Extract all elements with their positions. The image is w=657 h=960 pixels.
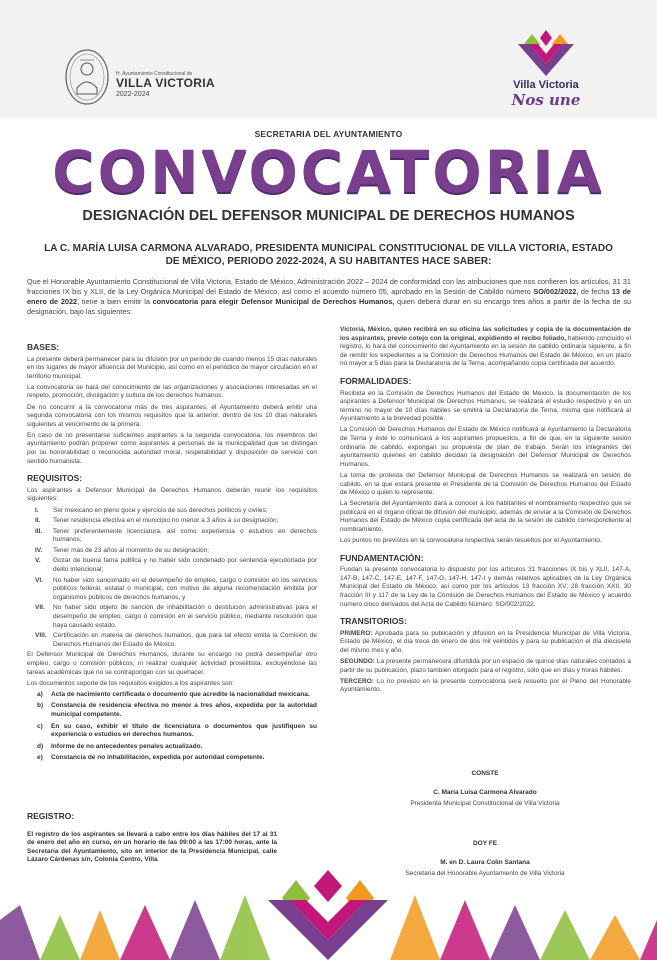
- item-text: Constancia de residencia efectiva no menor a tres años, expedida por la autoridad municipal competente.: [51, 702, 317, 718]
- transitorio-text: Aprobada para su publicación y difusión en la Presidencia Municipal de Villa Victoria, Estado de México, el día trece de enero de dos mil veintidós y para su publicación el día diecisiete del mismo mes y año.: [340, 629, 631, 654]
- intro-text-4: quien deberá durar en su encargo tres años a partir de la fecha de su designación, bajo las siguientes:: [27, 297, 632, 316]
- formalidades-paragraph: La toma de protesta del Defensor Municipal de Derechos Humanos se realizará en sesión de cabildo, en la que estará presente el Presidente de la Comisión de Derechos Humanos del Estado de México o quien lo represente.: [340, 471, 631, 497]
- formalidades-paragraph: Los puntos no previstos en la convocatoria respectiva serán resueltos por el Ayuntamiento.: [340, 537, 602, 545]
- transitorio-item: [340, 678, 631, 695]
- intro-text-3: , tiene a bien emitir la: [77, 297, 150, 306]
- intro-paragraph: [27, 277, 631, 317]
- item-number: IV.: [35, 546, 43, 554]
- doyfe-label: DOY FE: [472, 840, 498, 847]
- document-subtitle: DESIGNACIÓN DEL DEFENSOR MUNICIPAL DE DERECHOS HUMANOS: [82, 208, 575, 224]
- intro-acta: SO/002/2022,: [533, 287, 579, 296]
- fundamentacion-text: Fundan la presente convocatoria lo dispuesto por los artículos 31 fracciones IX bis y XLII, 147-A, 147-B, 147-C, 147-E, 147-F, 147-G, 147-H, 147-I y demás relativos aplicables de la Ley Orgánica Municipal del Estado de México, así como por los artículos 13 fracción XV; 28 fracción XXII, 30 fracción III y 117 de la Ley de la Comisión de Derechos Humanos del Estado de México y acuerdo número cinco derivados del Acta de Cabildo Número: SO/002/2022.: [340, 566, 631, 608]
- list-item: [27, 632, 317, 649]
- decorative-footer-icon: [0, 860, 657, 960]
- brand-logo: [496, 28, 596, 114]
- bases-paragraph: En caso de no presentarse suficientes aspirantes a la segunda convocatoria, los miembros del ayuntamiento podrán proponer como aspirantes a personas de la municipalidad que se distingan por su honorabilidad o reconocida autoridad moral, respetabilidad y disposición de servicio con sentido humanista.: [27, 431, 317, 465]
- intro-fecha: 13 de enero de 2022: [27, 287, 631, 306]
- transitorios-heading: TRANSITORIOS:: [340, 616, 407, 627]
- item-text: Gozar de buena fama pública y no haber sido condenado por sentencia ejecutoriada por delito intencional;: [53, 557, 317, 574]
- item-text: Tener más de 23 años al momento de su designación;: [53, 546, 210, 554]
- item-letter: a): [37, 690, 43, 698]
- item-number: I.: [35, 506, 39, 514]
- transitorio-text: La presente permanecerá difundida por un espacio de quince días naturales contados a partir de su publicación, plazo también otorgado para el registro, sólo que en días y horas hábiles.: [340, 658, 631, 674]
- item-number: VI.: [35, 576, 43, 584]
- documents-list: [27, 691, 317, 763]
- transitorio-label: PRIMERO:: [340, 629, 373, 637]
- list-item: [27, 528, 317, 545]
- registro-heading: REGISTRO:: [27, 811, 75, 821]
- presidenta-announcement: LA C. MARÍA LUISA CARMONA ALVARADO, PRESIDENTA MUNICIPAL CONSTITUCIONAL DE VILLA VICTORIA, ESTADO DE MÉXICO, PERIODO 2022-2024, A SU HABITANTES HACE SABER:: [44, 243, 613, 267]
- conste-label: CONSTE: [471, 770, 499, 777]
- list-item: [27, 507, 317, 516]
- header-band: [0, 0, 657, 118]
- item-text: Ser mexicano en pleno goce y ejercicio de sus derechos políticos y civiles;: [53, 506, 268, 514]
- transitorio-item: [340, 630, 631, 656]
- transitorio-item: [340, 658, 631, 675]
- seal-title: VILLA VICTORIA: [116, 76, 215, 90]
- intro-text-1: Que el Honorable Ayuntamiento Constitucional de Villa Victoria, Estado de México, Administración 2022 – 2024 de conformidad con las atribuciones que nos confieren los artículos, 31 31 fracciones IX bis y XLII, de la Ley Orgánica Municipal del Estado de México, así como el acuerdo número 05, aprobado en la Sesión de Cabildo número: [27, 277, 631, 296]
- brand-mark-icon: [510, 28, 582, 78]
- bases-paragraph: De no concurrir a la convocatoria más de tres aspirantes, el Ayuntamiento deberá emitir una segunda convocatoria con los mismos requisitos que la anterior, dentro de los 10 días naturales siguientes al vencimiento de la primera.: [27, 403, 317, 428]
- requisitos-list: [27, 507, 317, 650]
- requisitos-intro: Los aspirantes a Defensor Municipal de Derechos Humanos deberán reunir los requisitos siguientes:: [27, 486, 317, 503]
- municipal-seal-icon: [64, 48, 110, 106]
- requisitos-after-1: El Defensor Municipal de Derechos Humanos, durante su encargo no podrá desempeñar otro empleo, cargo o comisión públicos, ni realizar cualquier actividad proselitista, excluyéndose las tareas académicas que no se contrapongan con su quehacer.: [27, 651, 317, 676]
- item-letter: b): [37, 702, 44, 710]
- item-number: III.: [35, 527, 43, 535]
- list-item: [27, 577, 317, 603]
- transitorio-label: SEGUNDO:: [340, 658, 376, 666]
- item-text: Constancia de no inhabilitación, expedida por autoridad competente.: [51, 754, 265, 762]
- signature-block-presidenta: [350, 768, 620, 809]
- requisitos-heading: REQUISITOS:: [27, 473, 83, 484]
- item-number: VIII.: [35, 632, 47, 640]
- left-column: [27, 335, 317, 766]
- formalidades-heading: FORMALIDADES:: [340, 375, 412, 386]
- item-text: No haber sido sancionado en el desempeño de empleo, cargo o comisión en los servicios públicos federal, estatal o municipal, con motivo de alguna recomendación emitida por organismos públicos de derechos humanos, y: [53, 576, 317, 601]
- municipal-logo-text: [116, 71, 236, 99]
- item-text: Tener residencia efectiva en el municipio no menor a 3 años a su designación;: [53, 517, 279, 525]
- intro-convocatoria: convocatoria para elegir Defensor Municipal de Derechos Humanos,: [152, 297, 395, 306]
- formalidades-paragraph: La Comisión de Derechos Humanos del Estado de México notificará al Ayuntamiento la Declaratoria de Terna y éste lo comunicará a los aspirantes propuestos, a fin de que, en la siguiente sesión ordinaria de cabildo, expongan su propuesta de plan de trabajo. Serán los integrantes del ayuntamiento quienes en cabildo decidan la designación del Defensor Municipal de Derechos Humanos.: [340, 426, 631, 468]
- list-item: [27, 517, 317, 526]
- presidenta-role: Presidenta Municipal Constitucional de Villa Victoria: [410, 800, 560, 807]
- right-column: [340, 326, 631, 697]
- item-letter: d): [37, 742, 44, 750]
- registro-text: El registro de los aspirantes se llevará a cabo entre los días hábiles del 17 al 31 de enero del año en curso, en un horario de las 09:00 a las 17:00 horas, ante la Secretaría del Ayuntamiento, sito en interior de la Presidencia Municipal, calle Lázaro Cárdenas s/n, Colonia Centro, Villa: [27, 830, 277, 864]
- registro-continuation: habiendo concluido el registro, lo hará del conocimiento del Ayuntamiento en la sesión de cabildo ordinaria siguiente, a fin de remitir los expedientes a la Comisión de Derechos Humanos del Estado de México, en un plazo no mayor a 5 días para la Declaratoria de la Terna, acompañando copia certificada del acuerdo.: [340, 334, 631, 368]
- seal-subtitle: H. Ayuntamiento Constitucional de: [116, 71, 193, 77]
- bases-heading: BASES:: [27, 342, 60, 352]
- requisitos-after-2: Los documentos soporte de los requisitos exigidos a los aspirantes son:: [27, 679, 235, 687]
- list-item: [27, 743, 317, 752]
- list-item: [27, 723, 317, 740]
- item-number: V.: [35, 557, 41, 565]
- secretaria-heading: SECRETARIA DEL AYUNTAMIENTO: [254, 129, 403, 139]
- item-number: VII.: [35, 604, 45, 612]
- registro-section: [27, 812, 277, 865]
- list-item: [27, 604, 317, 630]
- formalidades-paragraph: La Secretaría del Ayuntamiento dará a conocer a los habitantes el nombramiento respectivo que se publicará en el órgano oficial de difusión del municipio, además de enviar a la Comisión de Derechos Humanos del Estado de México copia certificada del acta de la sesión de cabildo correspondiente al nombramiento.: [340, 500, 631, 533]
- item-letter: e): [37, 754, 43, 762]
- fundamentacion-heading: FUNDAMENTACIÓN:: [340, 552, 424, 563]
- bases-paragraph: La convocatoria se hará del conocimiento de las organizaciones y asociaciones interesadas en el respeto, promoción, divulgación y cultura de los derechos humanos.: [27, 383, 317, 400]
- formalidades-paragraph: Recibida en la Comisión de Derechos Humanos del Estado de México, la documentación de los aspirantes a Defensor Municipal de Derechos Humanos, se realizará el estudio respectivo y en un término no mayor de 10 días hábiles se emitirá la Declaratoria de Terna, misma que notificará al Ayuntamiento a la brevedad posible.: [340, 389, 631, 423]
- secretaria-name: M. en D. Laura Colín Santana: [440, 859, 530, 866]
- item-text: En su caso, exhibir el título de licenciatura o documentos que justifiquen su experiencia o estudios en derechos humanos.: [51, 722, 317, 739]
- list-item: [27, 547, 317, 556]
- list-item: [27, 691, 317, 700]
- item-text: No haber sido objeto de sanción de inhabilitación o destitución administrativas para el desempeño de empleo, cargo o comisión en el servicio público, mediante resolución que haya causado estado.: [53, 604, 317, 629]
- list-item: [27, 557, 317, 574]
- secretaria-role: Secretaria del Honorable Ayuntamiento de Villa Victoria: [405, 870, 565, 877]
- presidenta-name: C. María Luisa Carmona Alvarado: [433, 789, 537, 796]
- list-item: [27, 754, 317, 763]
- item-letter: c): [37, 722, 43, 730]
- brand-slogan: Nos une: [511, 91, 581, 109]
- seal-years: 2022-2024: [116, 91, 150, 98]
- item-number: II.: [35, 517, 41, 525]
- intro-text-2: de fecha: [580, 287, 610, 296]
- item-text: Informe de no antecedentes penales actualizado.: [51, 742, 203, 750]
- convocatoria-title: CONVOCATORIA: [52, 138, 605, 206]
- brand-name: Villa Victoria: [513, 79, 579, 91]
- transitorio-label: TERCERO:: [340, 677, 374, 685]
- transitorio-text: Lo no previsto en la presente convocatoria será resuelto por el Pleno del Honorable Ayuntamiento.: [340, 677, 631, 694]
- item-text: Certificación en materia de derechos humanos, que para tal efecto emita la Comisión de Derechos Humanos del Estado de México.: [53, 632, 317, 648]
- registro-continuation-bold: Victoria, México, quien recibirá en su oficina las solicitudes y copia de la documentación de los aspirantes, previo cotejo con la original, expidiendo el recibo foliado,: [340, 326, 631, 342]
- item-text: Acta de nacimiento certificada o documento que acredite la nacionalidad mexicana.: [51, 690, 310, 698]
- item-text: Tener preferentemente licenciatura, así como experiencia o estudios en derechos humanos;: [53, 527, 317, 544]
- bases-paragraph: La presente deberá permanecer para su difusión por un periodo de cuando menos 15 días naturales en los lugares de mayor afluencia del Municipio, así como en el periódico de mayor circulación en el territorio municipal.: [27, 355, 317, 380]
- list-item: [27, 702, 317, 719]
